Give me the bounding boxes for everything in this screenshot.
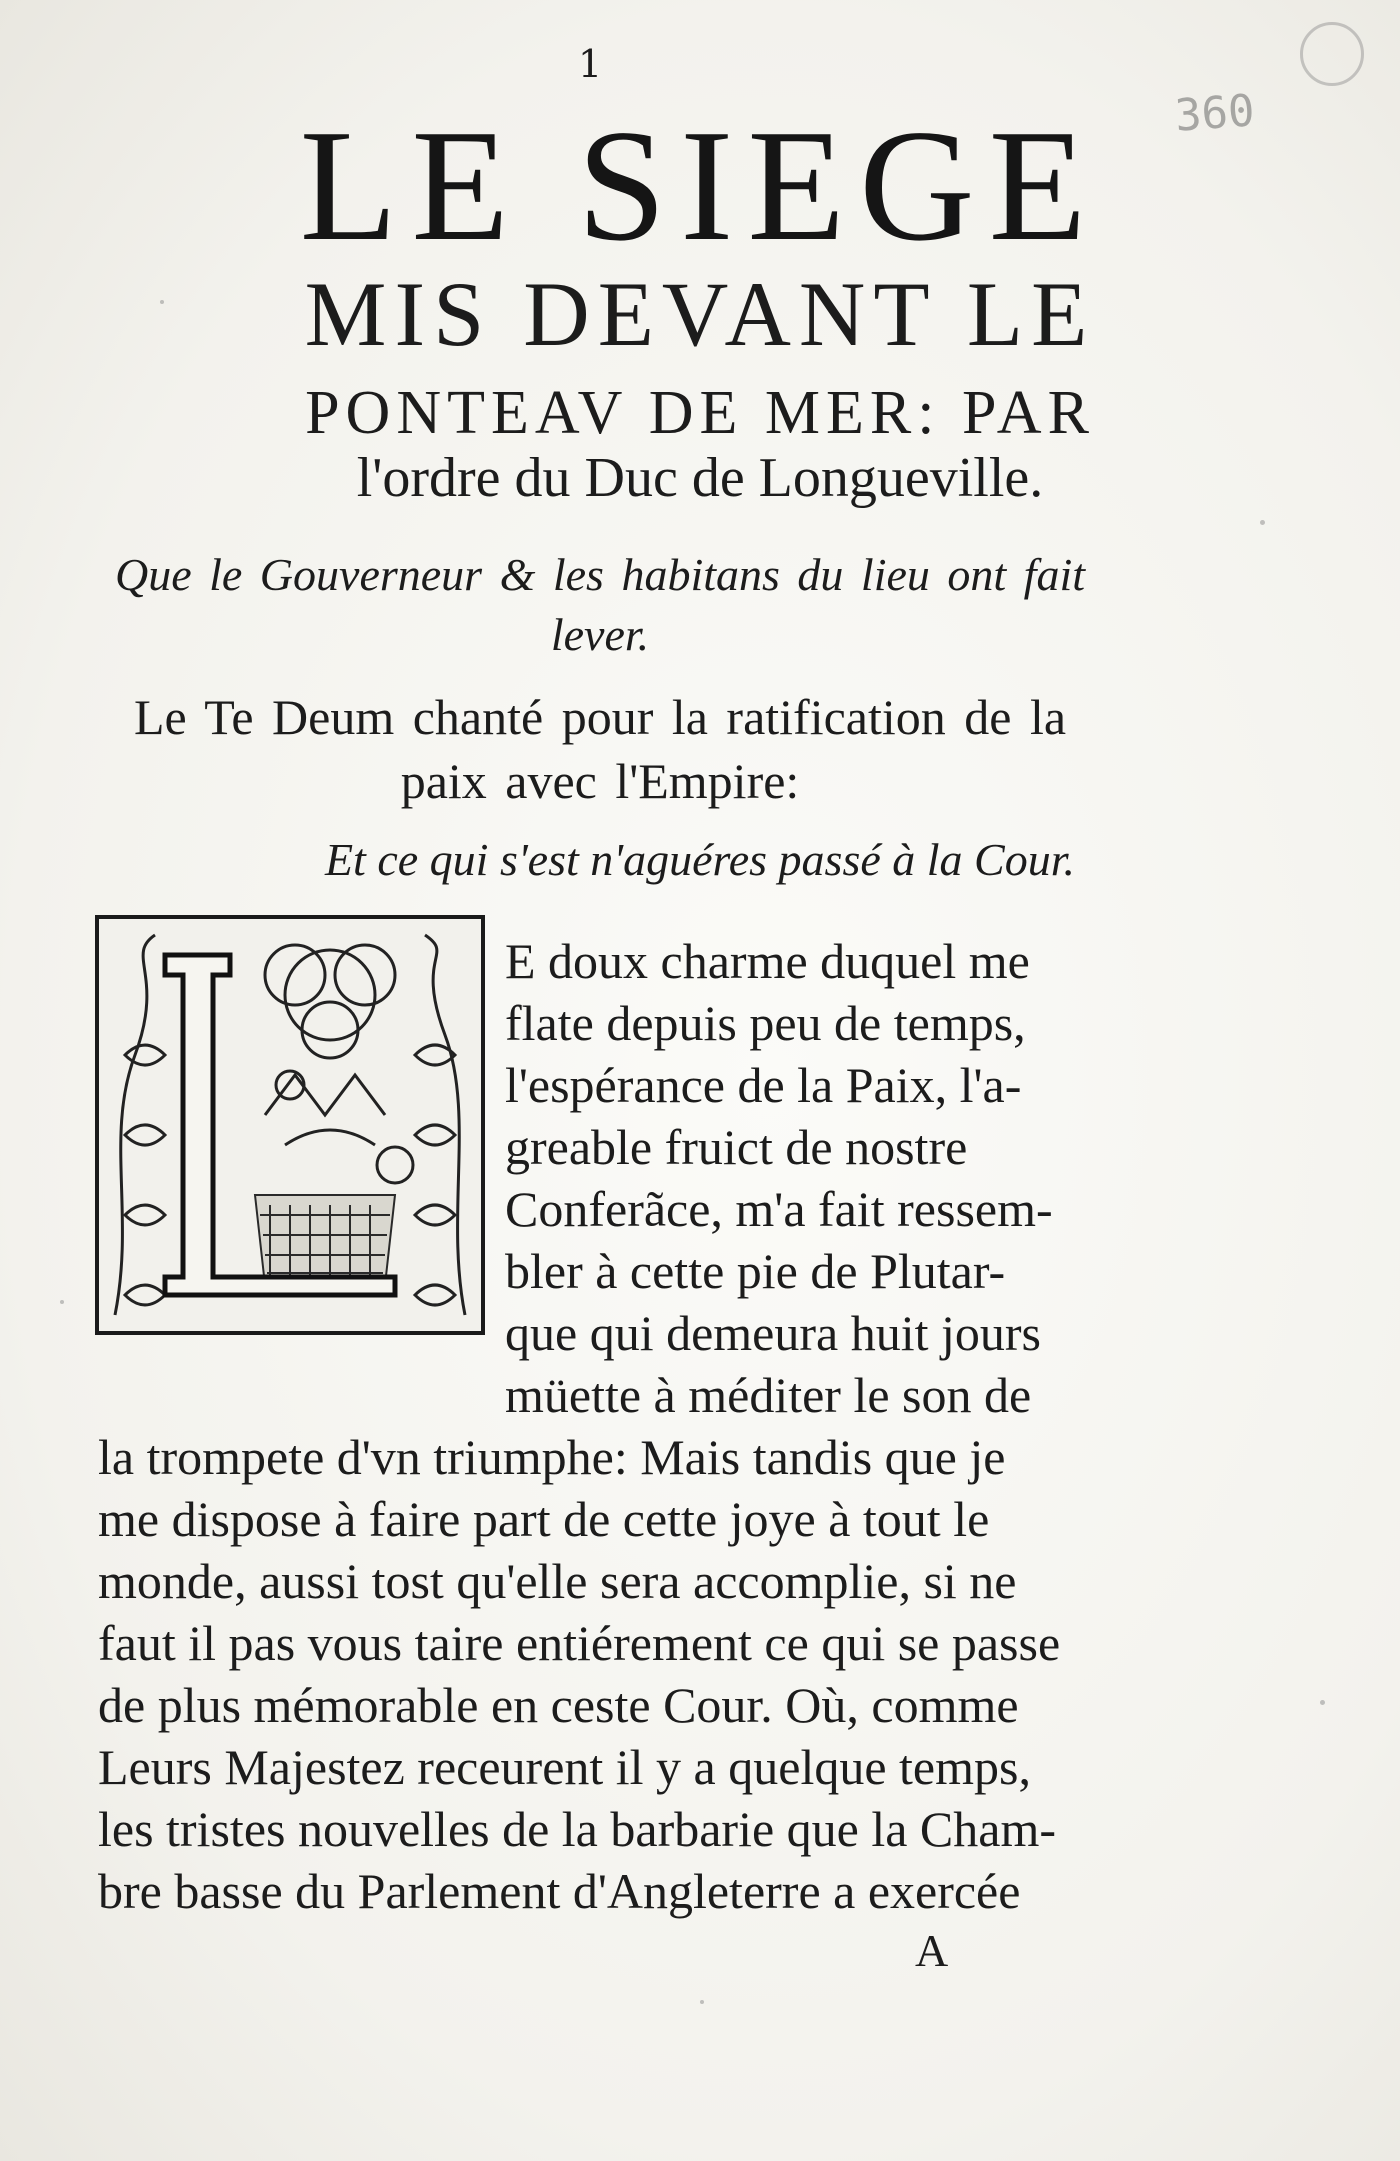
subtitle-governor-line-1: Que le Gouverneur & les habitans du lieu ont fait <box>114 549 1086 600</box>
body-line: de plus mémorable en ceste Cour. Où, comme <box>98 1677 1019 1733</box>
body-line: bre basse du Parlement d'Angleterre a exercée <box>98 1863 1021 1919</box>
body-line: Leurs Majestez receurent il y a quelque temps, <box>98 1739 1031 1795</box>
library-stamp-icon <box>1300 22 1364 86</box>
body-line: flate depuis peu de temps, <box>505 995 1026 1051</box>
body-line: monde, aussi tost qu'elle sera accomplie, si ne <box>98 1553 1017 1609</box>
body-line: que qui demeura huit jours <box>505 1305 1041 1361</box>
ink-speck <box>60 1300 64 1304</box>
subtitle-te-deum-line-1: Le Te Deum chanté pour la ratification de la <box>133 689 1067 745</box>
ink-speck <box>700 2000 704 2004</box>
subtitle-court: Et ce qui s'est n'aguéres passé à la Cour. <box>324 834 1076 885</box>
margin-note: 360 <box>1173 85 1257 142</box>
ink-speck <box>1320 1700 1325 1705</box>
body-line: E doux charme duquel me <box>505 933 1030 989</box>
body-line: müette à méditer le son de <box>505 1367 1032 1423</box>
page-number: 1 <box>578 42 603 86</box>
signature-mark: A <box>915 1925 949 1976</box>
subtitle-governor-line-2: lever. <box>550 609 650 660</box>
ink-speck <box>1260 520 1265 525</box>
title-line-4: l'ordre du Duc de Longueville. <box>356 447 1044 509</box>
subtitle-te-deum <box>90 685 1110 813</box>
body-line: bler à cette pie de Plutar- <box>505 1243 1006 1299</box>
body-line: faut il pas vous taire entiérement ce qui se passe <box>98 1615 1061 1671</box>
title-line-1: LE SIEGE <box>299 96 1101 274</box>
body-line: les tristes nouvelles de la barbarie que la Cham- <box>98 1801 1057 1857</box>
body-line: me dispose à faire part de cette joye à tout le <box>98 1491 990 1547</box>
body-line: la trompete d'vn triumphe: Mais tandis que je <box>98 1429 1006 1485</box>
subtitle-te-deum-line-2: paix avec l'Empire: <box>400 753 800 809</box>
subtitle-governor <box>100 545 1100 665</box>
decorated-initial <box>95 915 485 1335</box>
title-line-3: PONTEAV DE MER: PAR <box>305 379 1095 447</box>
body-line: Conferãce, m'a fait ressem- <box>505 1181 1053 1237</box>
body-line: l'espérance de la Paix, l'a- <box>505 1057 1022 1113</box>
title-line-2: MIS DEVANT LE <box>304 263 1096 365</box>
body-line: greable fruict de nostre <box>505 1119 968 1175</box>
floral-woodcut-icon <box>95 915 485 1335</box>
